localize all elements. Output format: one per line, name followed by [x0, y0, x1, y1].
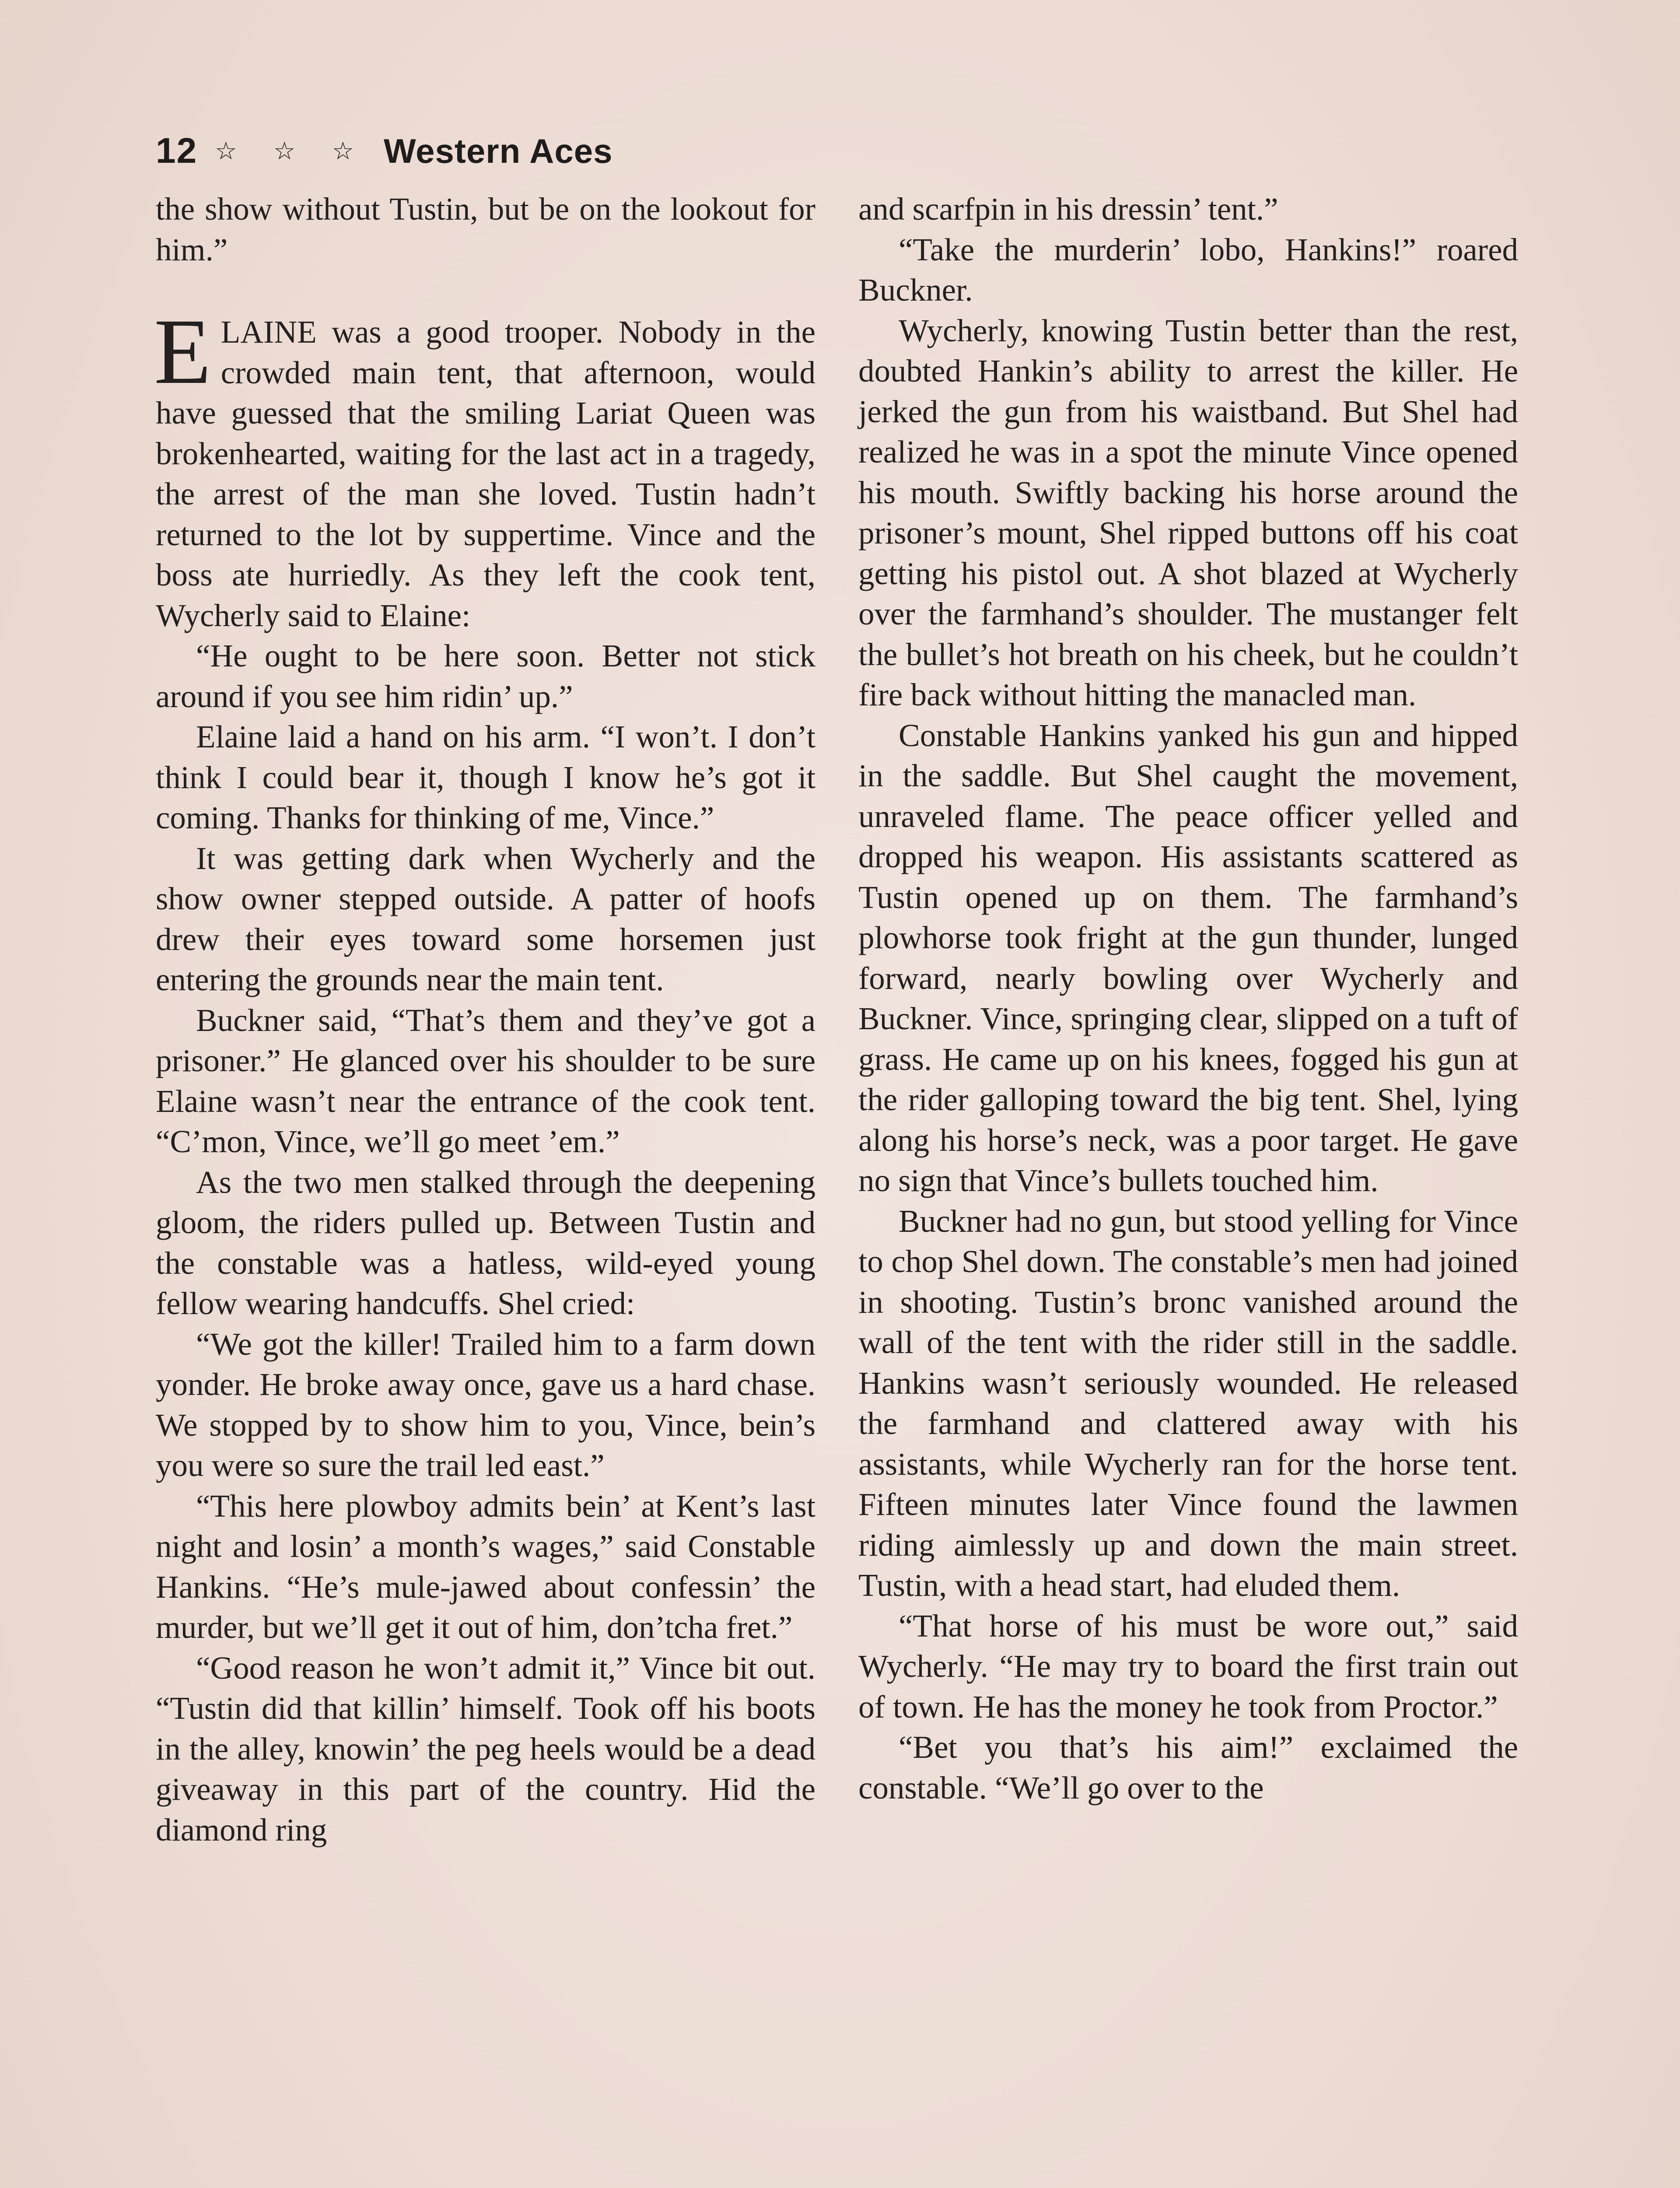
paragraph: As the two men stalked through the deepening gloom, the riders pulled up. Between Tustin and the constable was a hatless, wild-eyed young fellow wearing handcuffs. Shel cried:: [156, 1164, 816, 1321]
magazine-title: Western Aces: [383, 131, 613, 170]
paragraph: Wycherly, knowing Tustin better than the rest, doubted Hankin’s ability to arrest the killer. He jerked the gun from his waistband. But Shel had realized he was in a spot the minute Vince opened his mouth. Swiftly backing his horse around the prisoner’s mount, Shel ripped buttons off his coat getting his pistol out. A shot blazed at Wycherly over the farmhand’s shoulder. The mustanger felt the bullet’s hot breath on his cheek, but he couldn’t fire back without hitting the manacled man.: [858, 312, 1518, 712]
paragraph: Elaine laid a hand on his arm. “I won’t. I don’t think I could bear it, though I know he’s got it coming. Thanks for thinking of me, Vince.”: [156, 719, 816, 835]
paragraph: and scarfpin in his dressin’ tent.”: [858, 191, 1278, 227]
paragraph: “This here plowboy admits bein’ at Kent’s last night and losin’ a month’s wages,” said Constable Hankins. “He’s mule-jawed about confessin’ the murder, but we’ll get it out of him, don’tcha fret.”: [156, 1488, 816, 1645]
paragraph: “That horse of his must be wore out,” said Wycherly. “He may try to board the first train out of town. He has the money he took from Proctor.”: [858, 1608, 1518, 1725]
page-number: 12: [156, 131, 198, 171]
paragraph: “We got the killer! Trailed him to a farm down yonder. He broke away once, gave us a hard chase. We stopped by to show him to you, Vince, bein’s you were so sure the trail led east.”: [156, 1326, 816, 1483]
paragraph: “Good reason he won’t admit it,” Vince bit out. “Tustin did that killin’ himself. Took off his boots in the alley, knowin’ the peg heels would be a dead giveaway in this part of the country. Hid the diamond ring: [156, 1650, 816, 1848]
paragraph: It was getting dark when Wycherly and the show owner stepped outside. A patter of hoofs drew their eyes toward some horsemen just entering the grounds near the main tent.: [156, 840, 816, 997]
paragraph: Constable Hankins yanked his gun and hipped in the saddle. But Shel caught the movement, unraveled flame. The peace officer yelled and dropped his weapon. His assistants scattered as Tustin opened up on them. The farmhand’s plowhorse took fright at the gun thunder, lunged forward, nearly bowling over Wycherly and Buckner. Vince, springing clear, slipped on a tuft of grass. He came up on his knees, fogged his gun at the rider galloping toward the big tent. Shel, lying along his horse’s neck, was a poor target. He gave no sign that Vince’s bullets touched him.: [858, 717, 1518, 1198]
drop-cap: E: [154, 300, 211, 403]
paragraph: “He ought to be here soon. Better not stick around if you see him ridin’ up.”: [156, 638, 816, 714]
paragraph: Buckner said, “That’s them and they’ve got a prisoner.” He glanced over his shoulder to be sure Elaine wasn’t near the entrance of the cook tent. “C’mon, Vince, we’ll go meet ’em.”: [156, 1002, 816, 1159]
right-column: [858, 189, 1518, 1808]
page-header: [156, 127, 613, 175]
paragraph: Buckner had no gun, but stood yelling for Vince to chop Shel down. The constable’s men had joined in shooting. Tustin’s bronc vanished around the wall of the tent with the rider still in the saddle. Hankins wasn’t seriously wounded. He released the farmhand and clattered away with his assistants, while Wycherly ran for the horse tent. Fifteen minutes later Vince found the lawmen riding aimlessly up and down the main street. Tustin, with a head start, had eluded them.: [858, 1203, 1518, 1603]
section-opening-paragraph: [154, 300, 816, 636]
section-opening-text: LAINE was a good trooper. Nobody in the crowded main tent, that afternoon, would have guessed that the smiling Lariat Queen was brokenhearted, waiting for the last act in a tragedy, the arrest of the man she loved. Tustin hadn’t returned to the lot by suppertime. Vince and the boss ate hurriedly. As they left the cook tent, Wycherly said to Elaine:: [156, 314, 816, 633]
left-column: [156, 189, 816, 1850]
star-icons: ☆ ☆ ☆: [215, 137, 369, 165]
paragraph: “Take the murderin’ lobo, Hankins!” roared Buckner.: [858, 231, 1518, 308]
paragraph: “Bet you that’s his aim!” exclaimed the constable. “We’ll go over to the: [858, 1729, 1518, 1806]
paragraph: the show without Tustin, but be on the lookout for him.”: [156, 191, 816, 267]
